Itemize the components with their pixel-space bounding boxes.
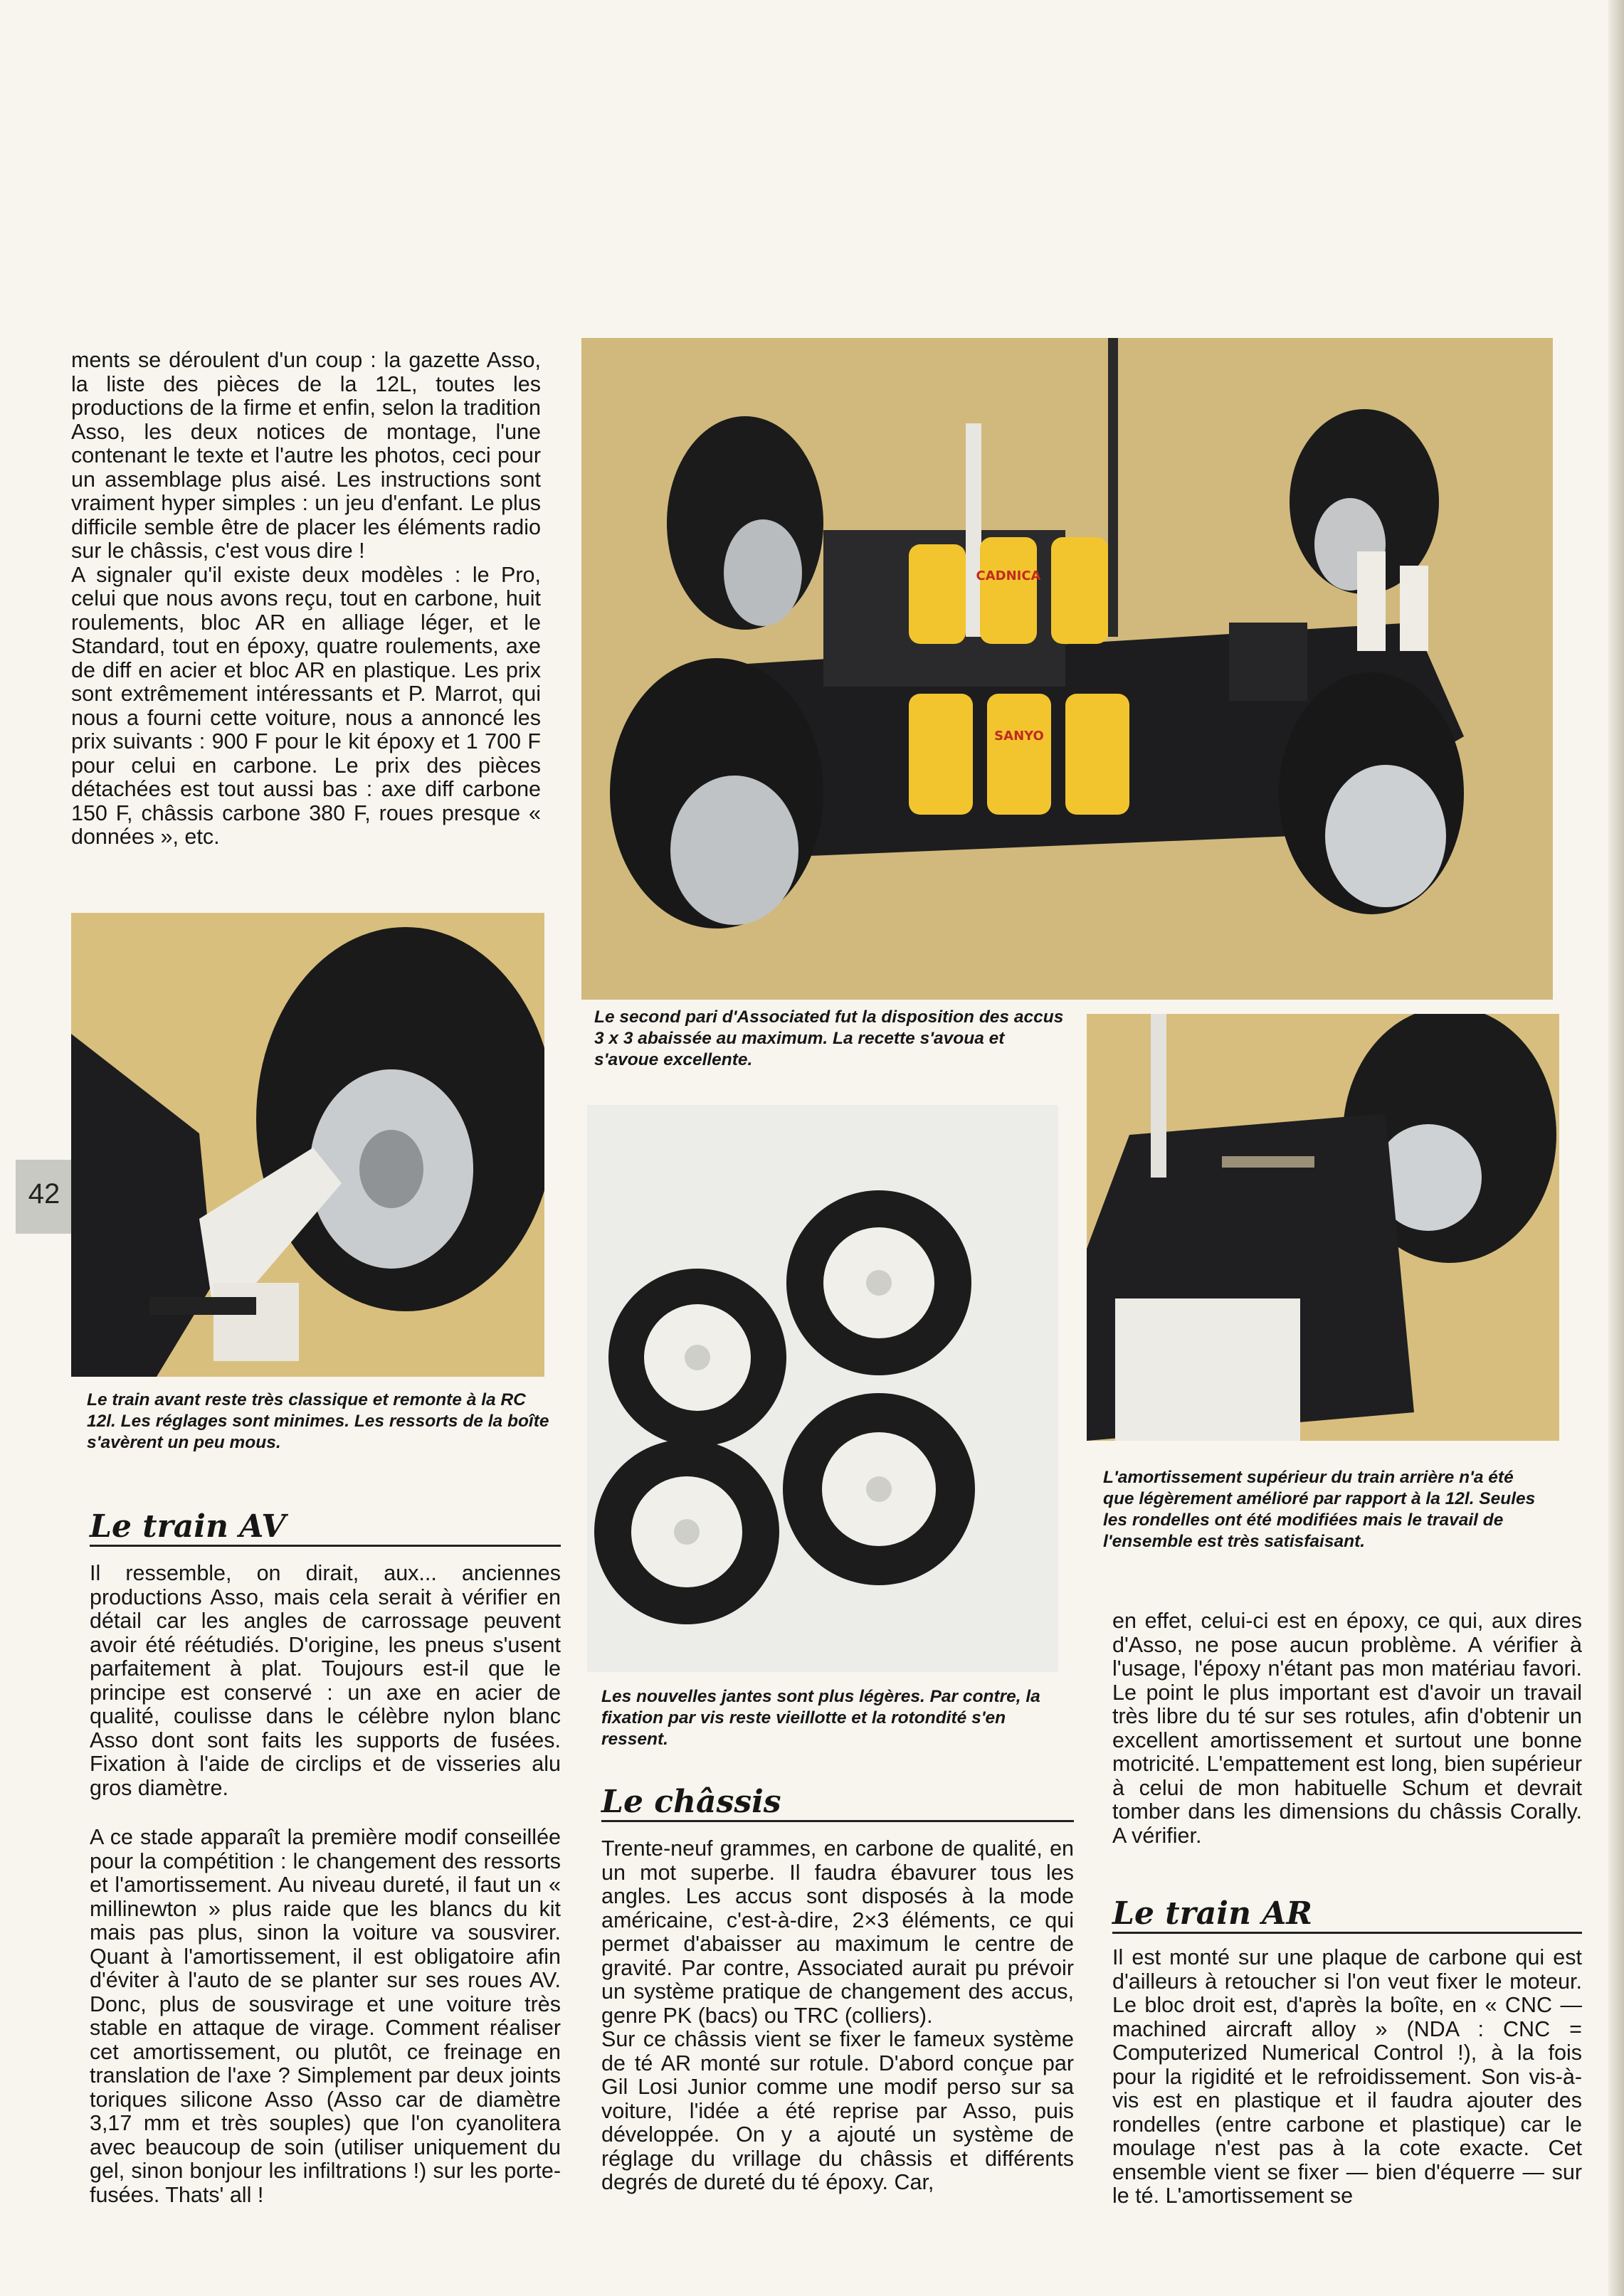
photo-car-overview — [581, 338, 1553, 1000]
photo-front-train — [71, 913, 544, 1377]
chassis-paragraph-2: Sur ce châssis vient se fixer le fameux système de té AR monté sur rotule. D'abord conçue par Gil Losi Junior comme une modif perso sur sa voiture, l'idée a été reprise par Asso, puis développée. On y a ajouté un système de réglage du vrillage du châssis et différents degrés de dureté du té époxy. Car, — [601, 2027, 1074, 2194]
train-av-text — [90, 1562, 561, 2207]
right-column-paragraph: en effet, celui-ci est en époxy, ce qui, aux dires d'Asso, ne pose aucun problème. A vérifier à l'usage, l'époxy n'étant pas mon matériau favori. Le point le plus important est d'avoir un travail très libre du té sur ses rotules, afin d'obtenir un excellent amortissement et surtout une bonne motricité. L'empattement est long, bien supérieur à celui de mon habituelle Schum et devrait tomber dans les dimensions du châssis Corally. A vérifier. — [1112, 1609, 1582, 1848]
page-number: 42 — [28, 1178, 60, 1210]
train-ar-text — [1112, 1946, 1582, 2208]
page-number-tab — [16, 1160, 73, 1234]
train-av-paragraph-1: Il ressemble, on dirait, aux... anciennes productions Asso, mais cela serait à vérifier en détail car les angles de carrossage peuvent avoir été réétudiés. D'origine, les pneus s'usent parfaitement à plat. Toujours est-il que le principe est conservé : un axe en acier de qualité, coulisse dans le célèbre nylon blanc Asso dont sont faits les supports de fusées. Fixation à l'aide de circlips et de visseries alu gros diamètre. — [90, 1561, 561, 1800]
caption-car-overview: Le second pari d'Associated fut la disposition des accus 3 x 3 abaissée au maximum. La recette s'avoua et s'avoue excellente. — [594, 1007, 1064, 1069]
intro-paragraph-2: A signaler qu'il existe deux modèles : le Pro, celui que nous avons reçu, tout en carbone, huit roulements, bloc AR en alliage léger, et le Standard, tout en époxy, quatre roulements, axe de diff en acier et bloc AR en plastique. Les prix sont extrêmement intéressants et P. Marrot, qui nous a fourni cette voiture, nous a annoncé les prix suivants : 900 F pour le kit époxy et 1 700 F pour celui en carbone. Le prix des pièces détachées est tout aussi bas : axe diff carbone 150 F, châssis carbone 380 F, roues presque « données », etc. — [71, 562, 541, 849]
heading-train-ar: Le train AR — [1112, 1895, 1582, 1934]
caption-rear-train: L'amortissement supérieur du train arrière n'a été que légèrement amélioré par rapport à la 12l. Seules les rondelles ont été modifiées mais le travail de l'ensemble est très satisfaisant. — [1103, 1468, 1536, 1551]
caption-wheels: Les nouvelles jantes sont plus légères. Par contre, la fixation par vis reste vieillotte et la rotondité s'en ressent. — [601, 1687, 1040, 1749]
train-ar-paragraph: Il est monté sur une plaque de carbone qui est d'ailleurs à retoucher si l'on veut fixer le moteur. Le bloc droit est, d'après la boîte, en « CNC — machined aircraft alloy » (NDA : CNC = Computerized Numerical Control !), à la fois pour la rigidité et le refroidissement. Son vis-à-vis est en plastique et il faudra ajouter des rondelles (entre carbone et plastique) car le moulage n'est pas à la cote exacte. Cet ensemble vient se fixer — bien d'équerre — sur le té. L'amortissement se — [1112, 1945, 1582, 2208]
intro-text — [71, 349, 541, 850]
chassis-paragraph-1: Trente-neuf grammes, en carbone de qualité, en un mot superbe. Il faudra ébavurer tous les angles. Les accus sont disposés à la mode américaine, c'est-à-dire, 2×3 éléments, ce qui permet d'abaisser au maximum le centre de gravité. Par contre, Associated aurait pu prévoir un système pratique de changement des accus, genre PK (bacs) ou TRC (colliers). — [601, 1836, 1074, 2028]
heading-train-av: Le train AV — [90, 1508, 561, 1547]
caption-front-train: Le train avant reste très classique et remonte à la RC 12l. Les réglages sont minimes. Les ressorts de la boîte s'avèrent un peu mous. — [87, 1390, 549, 1452]
chassis-text — [601, 1837, 1074, 2195]
heading-chassis: Le châssis — [601, 1784, 1074, 1822]
battery-label-sanyo: SANYO — [994, 729, 1044, 744]
train-av-paragraph-2: A ce stade apparaît la première modif conseillée pour la compétition : le changement des ressorts et l'amortissement. Au niveau dureté, il faut un « millinewton » plus raide que les blancs du kit mais pas plus, sinon la voiture va sousvirer. Quant à l'amortissement, il est obligatoire afin d'éviter à l'auto de se planter sur ses roues AV. Donc, plus de sousvirage et une voiture très stable en attaque de virage. Comment réaliser cet amortissement, ou plutôt, ce freinage en translation de l'axe ? Simplement par deux joints toriques silicone Asso (Asso car de diamètre 3,17 mm et très souples) que l'on cyanolitera avec beaucoup de soin (utiliser uniquement du gel, sinon bonjour les infiltrations !) sur les porte-fusées. Thats' all ! — [90, 1825, 561, 2207]
photo-rear-train — [1087, 1014, 1559, 1441]
intro-paragraph-1: ments se déroulent d'un coup : la gazette Asso, la liste des pièces de la 12L, toutes les productions de la firme et enfin, selon la tradition Asso, les deux notices de montage, l'une contenant le texte et l'autre les photos, ceci pour un assemblage plus aisé. Les instructions sont vraiment hyper simples : un jeu d'enfant. Le plus difficile semble être de placer les éléments radio sur le châssis, c'est vous dire ! — [71, 348, 541, 563]
page-edge — [1608, 0, 1624, 2296]
photo-wheels — [587, 1105, 1058, 1672]
battery-label-cadnica: CADNICA — [976, 568, 1041, 583]
right-column-text — [1112, 1609, 1582, 1848]
